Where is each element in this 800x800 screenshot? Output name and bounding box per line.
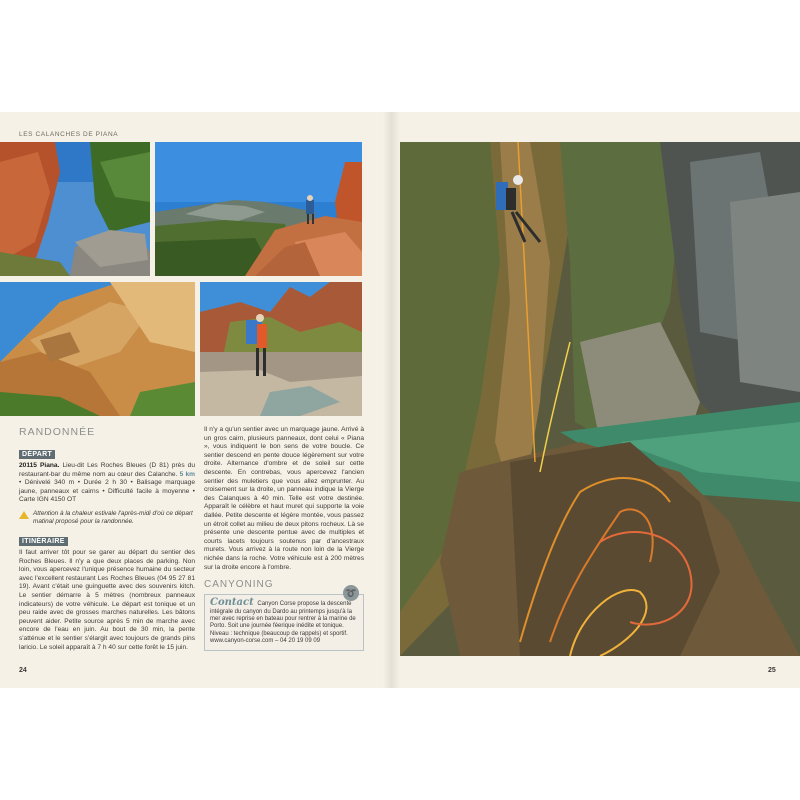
- route-paragraph: Il n'y a qu'un sentier avec un marquage jaune. Arrivé à un gros cairn, plusieurs panneaux, dont celui « Piana », vous indiquent le bon sens de votre boucle. Ce sentier descend en pente douce légèrement sur votre droite. Alternance d'ombre et de soleil sur cette descente. En contrebas, vous apercevez l'ancien sentier des muletiers que vous allez emprunter. Au croisement sur la droite, un panneau indique la Vierge des Calanques à 40 min. Telle est votre destinée. Apparaît le célèbre et haut muret qui supporte la voie dallée. Petite descente et légère montée, vous passez un étroit collet au milieu de deux pitons rocheux. Là se présente une descente pentue avec de multiples et courts lacets toujours soutenus par d'ancestraux murets. Vous arrivez à la route non loin de la Vierge nichée dans la roche. Votre véhicule est à 200 mètres sur la droite encore à l'ombre.: [204, 426, 364, 571]
- page-number-right: 25: [768, 667, 776, 674]
- warning-note: [19, 510, 195, 526]
- itineraire-paragraph: Il faut arriver tôt pour se garer au départ du sentier des Roches Bleues. Il n'y a que deux places de parking. Non loin, vous apercevez l'unique présence humaine du secteur avec l'excellent restaurant Les Roches Bleues (04 95 27 81 19). Avant c'était une guinguette avec des souvenirs kitch. Le sentier démarre à 5 mètres (nombreux panneaux indicateurs) de votre véhicule. Le départ est tonique et un peu raide avec de grosses marches naturelles. Les bâtons peuvent aider. Petite source après 5 min de marche avec encore de l'eau en juin. Au bout de 30 min, la pente s'atténue et le sentier s'élargit avec toujours de grands pins laricio. Le soleil apparaît à 7 h 40 sur cette forêt le 15 juin.: [19, 548, 195, 651]
- left-text-column: [19, 426, 195, 652]
- photo-rappel-waterfall: [400, 142, 800, 656]
- section-title-randonnee: RANDONNÉE: [19, 426, 96, 438]
- contact-web-link[interactable]: www.canyon-corse.com – 04 20 19 09 09: [210, 638, 321, 645]
- photo-trail-hikers: [155, 142, 362, 276]
- depart-paragraph: [19, 462, 195, 505]
- contact-box: [204, 588, 364, 650]
- warning-text: Attention à la chaleur estivale l'après-midi d'où ce départ matinal proposé pour la randonnée.: [33, 509, 193, 525]
- warning-icon: [19, 511, 29, 519]
- rope-icon: ➰: [343, 585, 359, 601]
- photo-rock-hiker: [0, 142, 150, 276]
- label-depart: DÉPART: [19, 450, 55, 459]
- book-spine-shadow: [383, 112, 400, 688]
- depart-details: • Dénivelé 340 m • Durée 2 h 30 • Balisage marquage jaune, panneaux et cairns • Difficulté facile à moyenne • Carte IGN 4150 OT: [19, 479, 195, 504]
- contact-label: Contact: [210, 597, 254, 609]
- depart-place-text: Lieu-dit Les Roches Bleues (D 81) près du restaurant-bar du même nom au cœur des Calanche.: [19, 462, 195, 478]
- running-title: LES CALANCHES DE PIANA: [19, 131, 119, 138]
- depart-place: 20115 Piana.: [19, 462, 60, 469]
- photo-stone-wall: [0, 282, 195, 416]
- contact-text: [210, 599, 358, 645]
- section-title-canyoning: CANYONING: [204, 579, 274, 591]
- page-number-left: 24: [19, 667, 27, 674]
- photo-canyon-hiker: [200, 282, 362, 416]
- label-itineraire: ITINÉRAIRE: [19, 537, 68, 546]
- depart-distance: 5 km: [179, 470, 195, 478]
- middle-text-column: [204, 426, 364, 651]
- contact-description: Canyon Corse propose la descente intégrale du canyon du Dardo au printemps jusqu'à la mer avec reprise en bateau pour rentrer à la marine de Porto. Soit une journée féerique inédite et tonique. Niveau : technique (beaucoup de rappels) et sportif.: [210, 601, 356, 637]
